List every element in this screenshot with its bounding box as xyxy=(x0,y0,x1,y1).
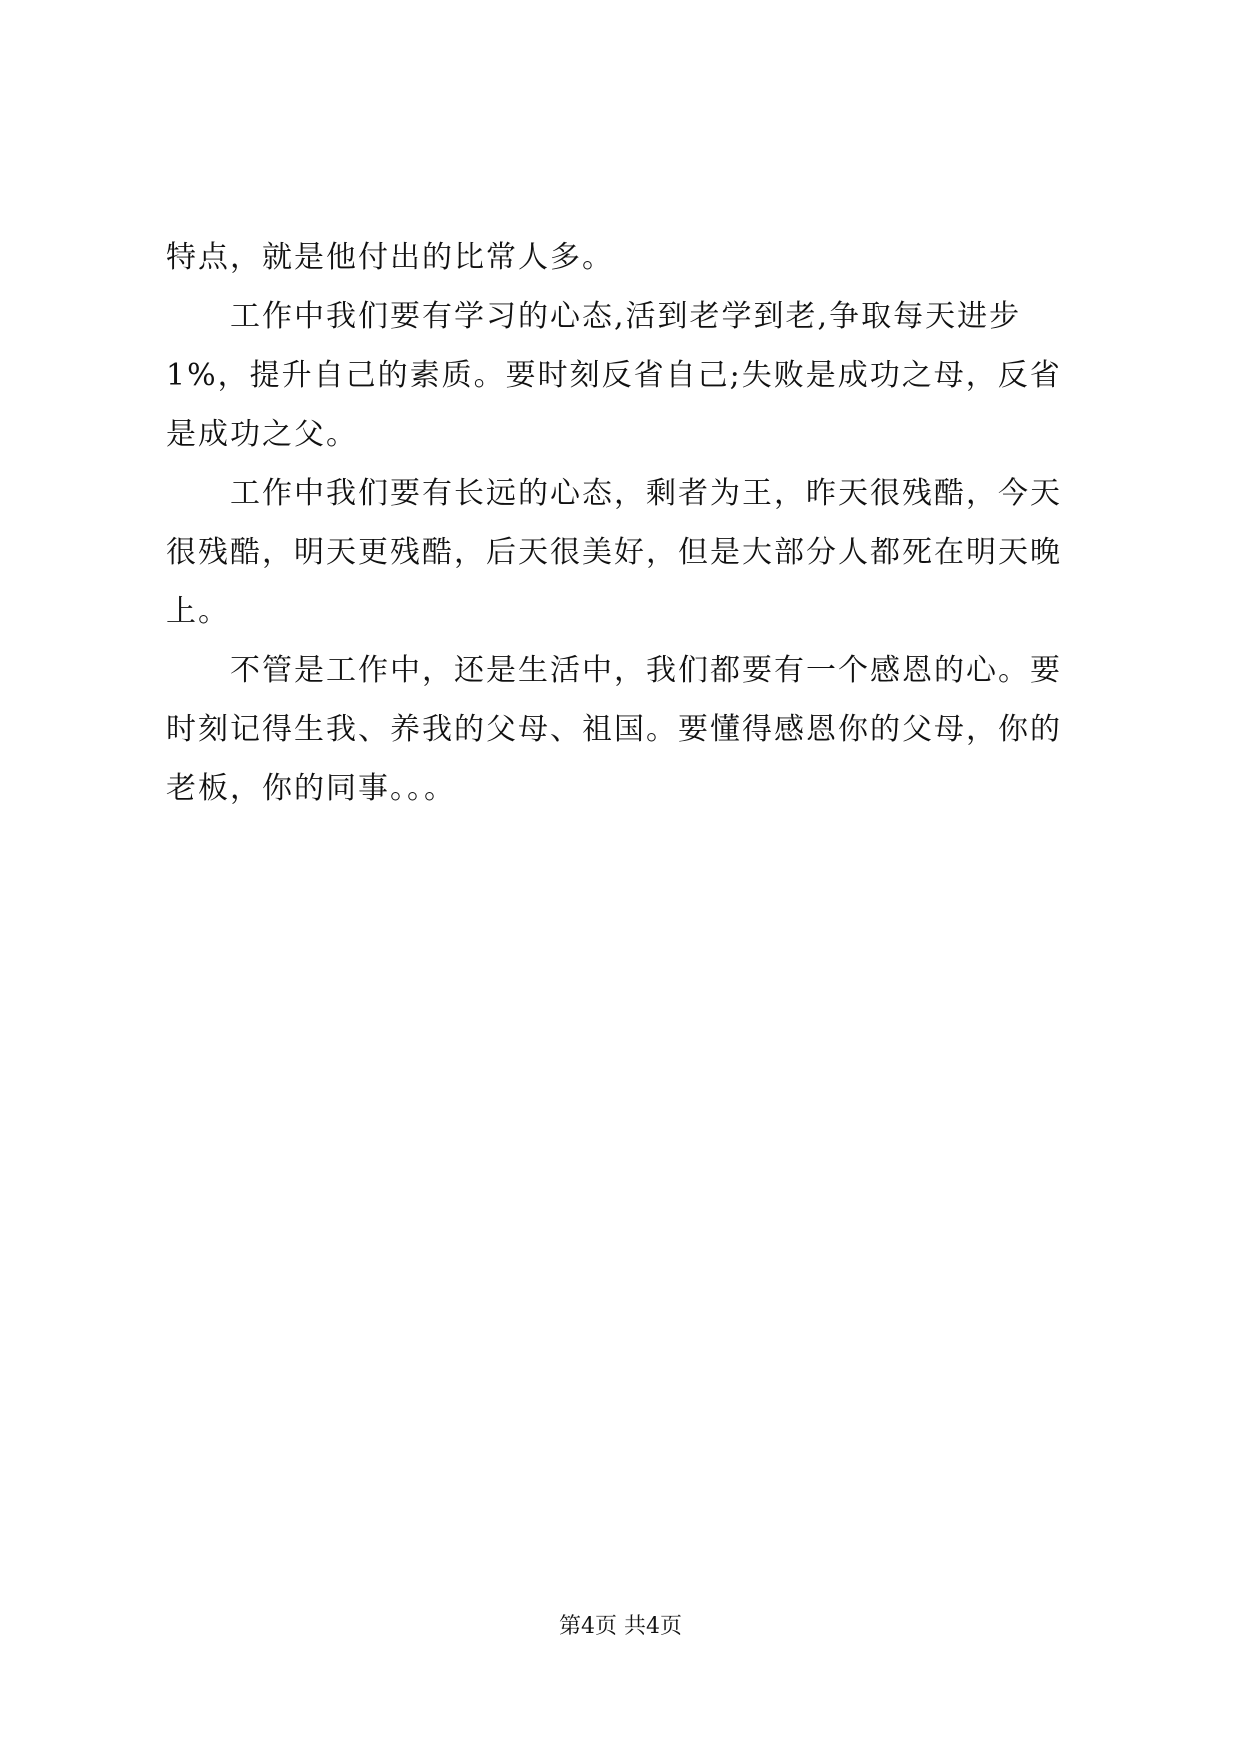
paragraph-continuation: 特点，就是他付出的比常人多。 xyxy=(166,240,614,275)
paragraph-long-term-mindset: 工作中我们要有长远的心态，剩者为王，昨天很残酷，今天很残酷，明天更残酷，后天很美好，但是大部分人都死在明天晚上。 xyxy=(166,476,1062,629)
paragraph-learning-mindset: 工作中我们要有学习的心态,活到老学到老,争取每天进步1%，提升自己的素质。要时刻反省自己;失败是成功之母，反省是成功之父。 xyxy=(166,299,1062,452)
document-body xyxy=(166,228,1086,818)
paragraph-gratitude: 不管是工作中，还是生活中，我们都要有一个感恩的心。要时刻记得生我、养我的父母、祖国。要懂得感恩你的父母，你的老板，你的同事。。。 xyxy=(166,653,1062,806)
page-footer: 第4页 共4页 xyxy=(559,1614,682,1639)
